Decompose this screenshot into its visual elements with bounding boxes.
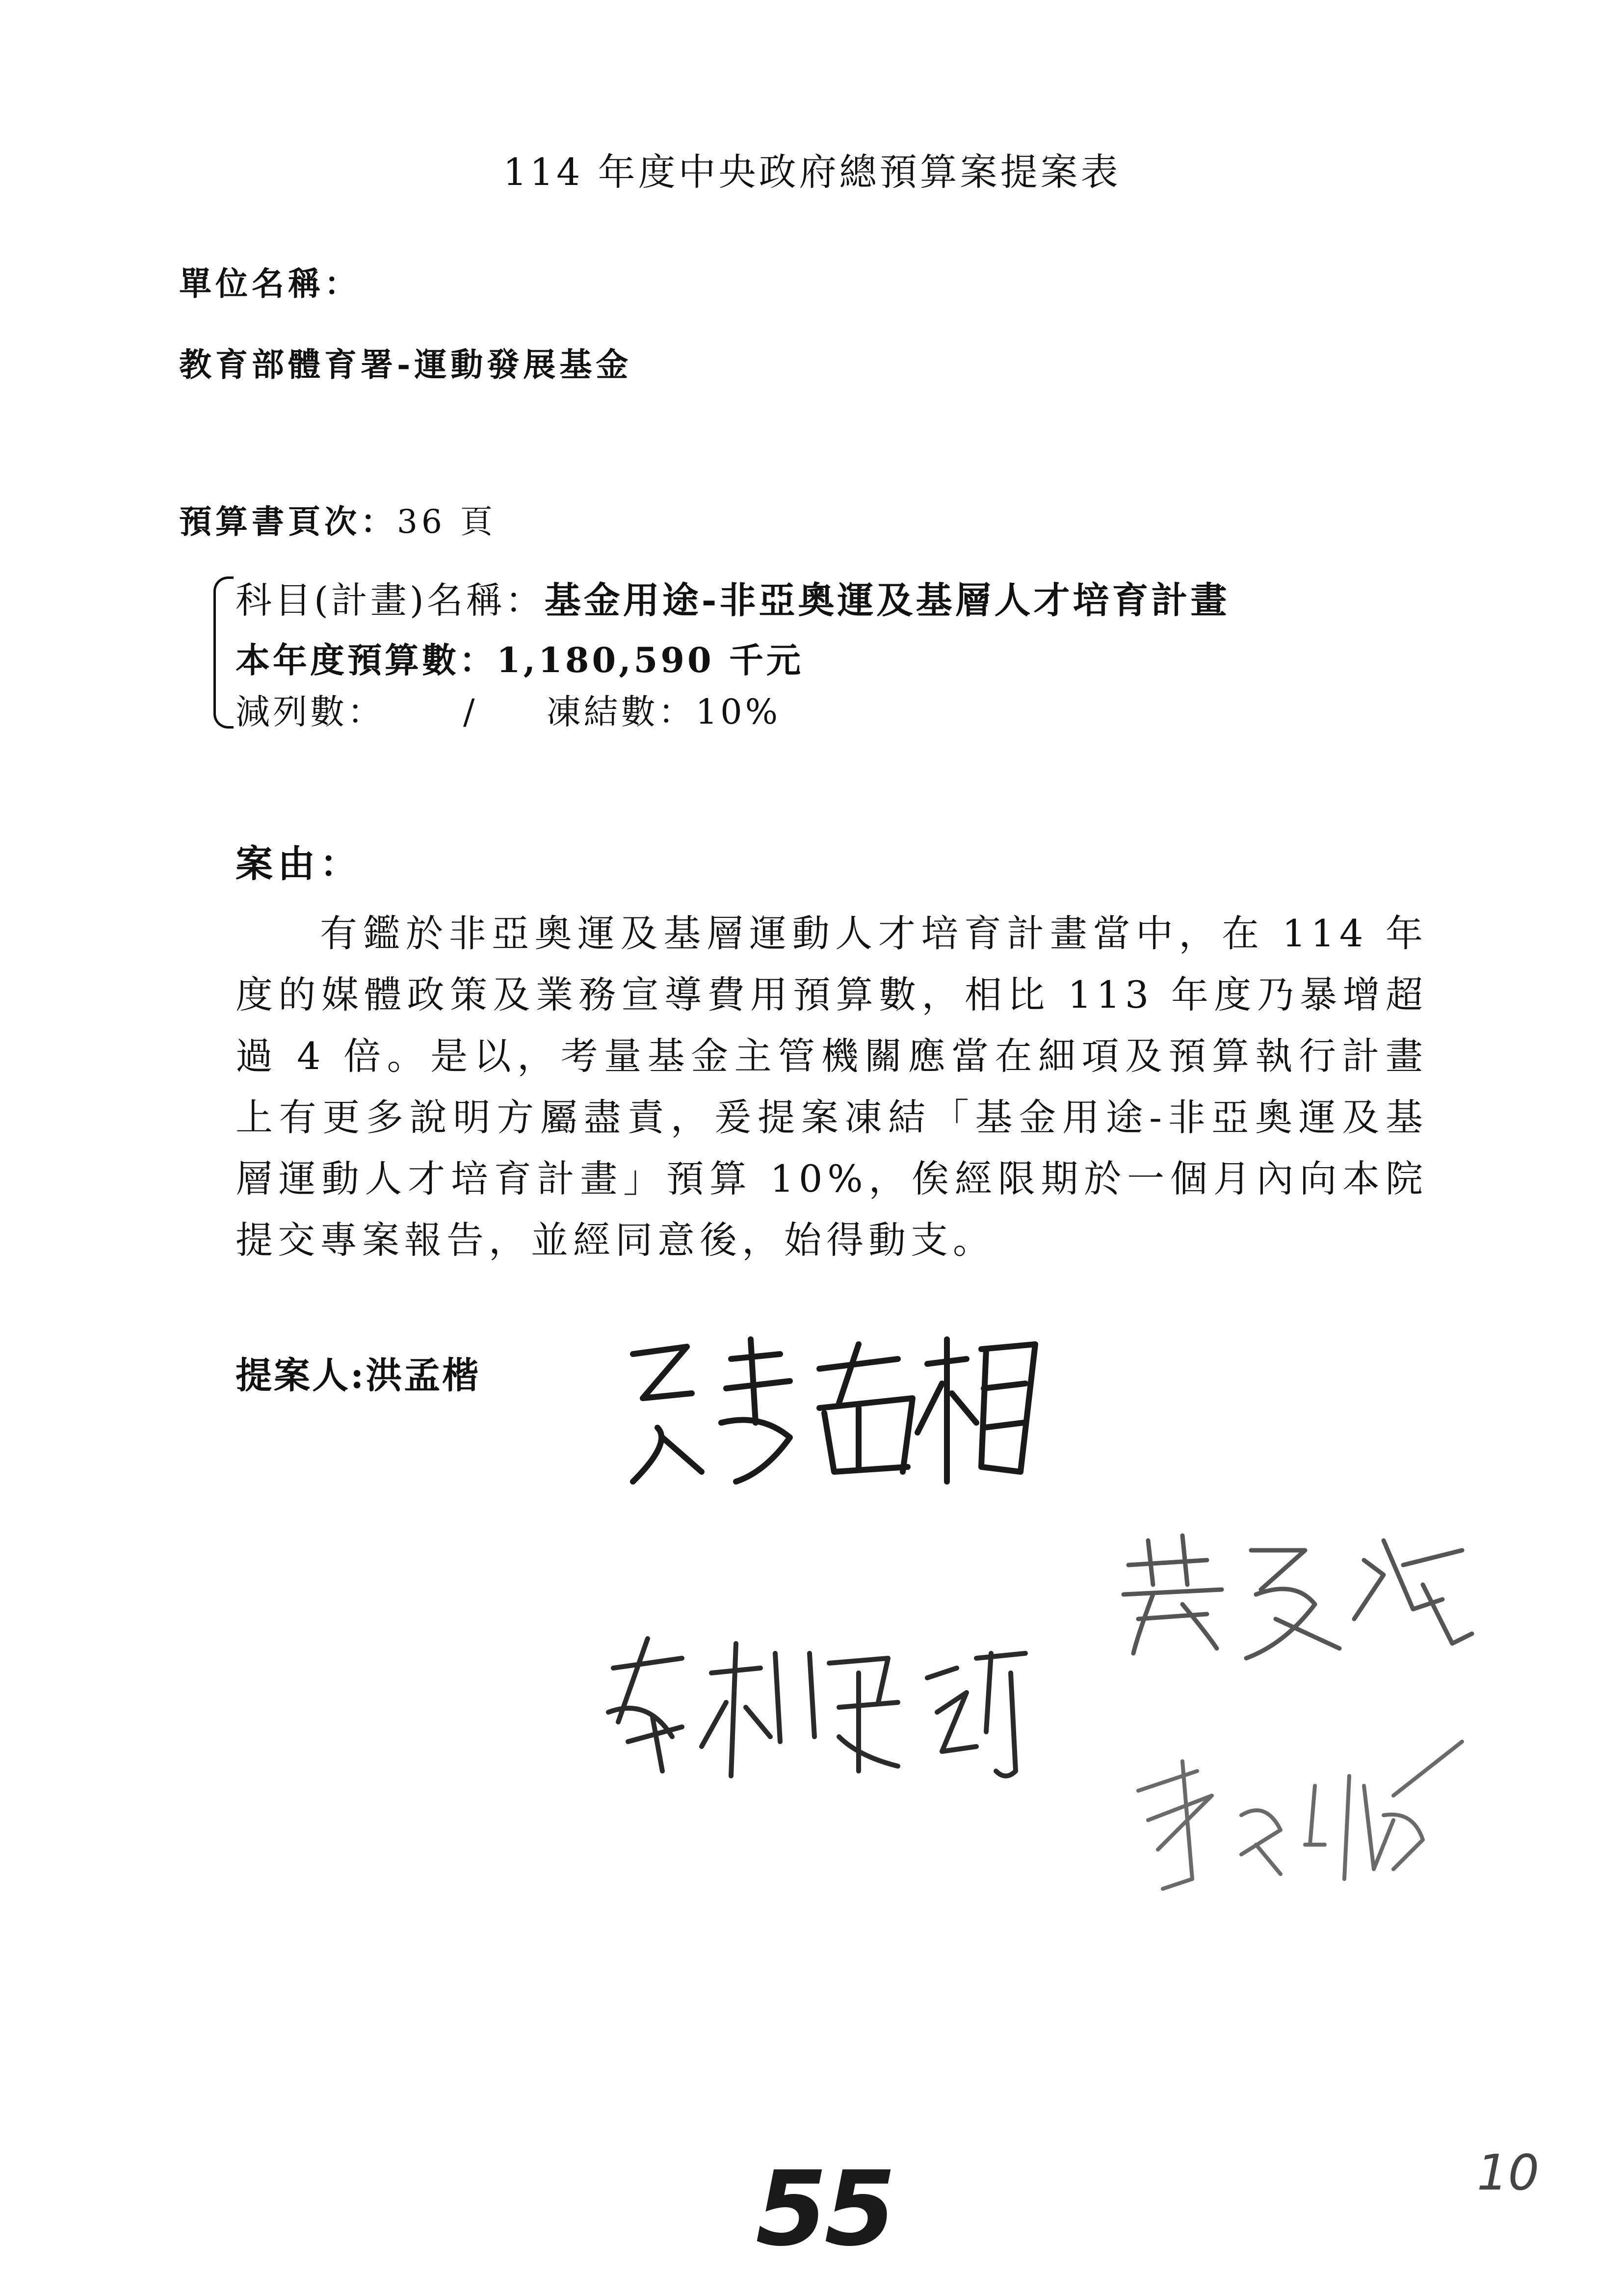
pages-label: 預算書頁次： [179,502,397,541]
unit-value: 教育部體育署-運動發展基金 [179,345,632,384]
signature-cosigner-1 [1109,1521,1492,1668]
item-bracket [213,576,234,729]
document-title: 114 年度中央政府總預算案提案表 [503,150,1121,194]
budget-value: 1,180,590 千元 [497,640,804,680]
page-number: 55 [756,2149,893,2269]
unit-label: 單位名稱： [179,264,361,303]
cut-label: 減列數： [236,692,385,732]
subject-label: 科目(計畫)名稱： [236,579,545,622]
signature-cosigner-3 [1119,1732,1472,1894]
budget-line [236,633,804,682]
budget-label: 本年度預算數： [236,640,497,680]
freeze-label: 凍結數： [546,692,696,732]
budget-book-pages [179,496,497,542]
cut-separator: / [463,692,478,732]
subject-line [236,572,1230,624]
freeze-value: 10% [695,692,781,732]
signature-proposer [603,1325,1045,1501]
proposer-name: 洪孟楷 [366,1355,481,1397]
proposer-line [236,1347,480,1399]
corner-number: 10 [1477,2144,1540,2201]
reason-text: 有鑑於非亞奧運及基層運動人才培育計畫當中，在 114 年度的媒體政策及業務宣導費用預算數，相比 113 年度乃暴增超過 4 倍。是以，考量基金主管機關應當在細項及預算執行計畫上有更多說明方屬盡責，爰提案凍結「基金用途-非亞奧運及基層運動人才培育計畫」預算 10%，俟經限期於一個月內向本院提交專案報告，並經同意後，始得動支。 [236,912,1428,1262]
pages-value: 36 頁 [397,503,497,541]
subject-value: 基金用途-非亞奧運及基層人才培育計畫 [544,579,1230,622]
reason-label: 案由： [236,842,362,886]
proposer-label: 提案人: [236,1355,366,1397]
cut-freeze-line [236,684,781,734]
signature-cosigner-2 [584,1624,1045,1786]
